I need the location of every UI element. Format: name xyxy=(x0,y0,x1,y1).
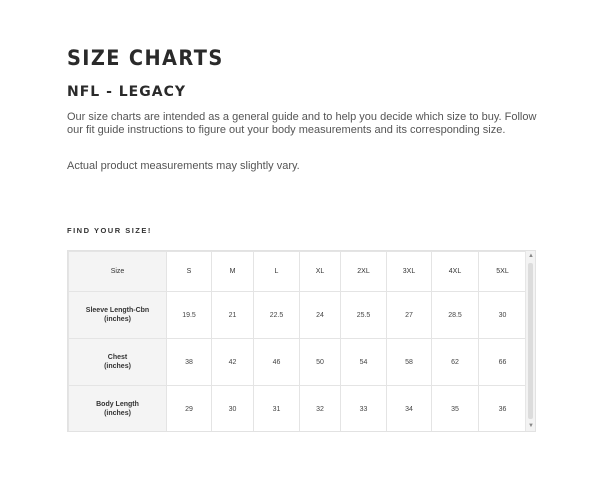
size-col-s: S xyxy=(167,252,212,292)
table-cell: 29 xyxy=(167,386,212,433)
size-col-5xl: 5XL xyxy=(479,252,527,292)
row-label xyxy=(69,292,167,339)
table-cell: 24 xyxy=(300,292,341,339)
table-cell: 21 xyxy=(212,292,254,339)
row-label xyxy=(69,339,167,386)
table-cell: 46 xyxy=(254,339,300,386)
row-label xyxy=(69,386,167,433)
measurement-note: Actual product measurements may slightly vary. xyxy=(67,160,300,172)
table-cell: 30 xyxy=(479,292,527,339)
find-your-size-label: FIND YOUR SIZE! xyxy=(67,226,152,235)
size-col-l: L xyxy=(254,252,300,292)
scroll-thumb[interactable] xyxy=(528,263,533,419)
row-label-line2: (inches) xyxy=(104,363,131,370)
table-scrollbar[interactable] xyxy=(525,251,535,431)
size-col-m: M xyxy=(212,252,254,292)
table-cell: 33 xyxy=(341,386,387,433)
table-cell: 42 xyxy=(212,339,254,386)
table-row-body-length xyxy=(69,386,527,433)
table-cell: 50 xyxy=(300,339,341,386)
table-cell: 34 xyxy=(387,386,432,433)
table-cell: 31 xyxy=(254,386,300,433)
size-header-row xyxy=(69,252,527,292)
size-col-4xl: 4XL xyxy=(432,252,479,292)
table-cell: 30 xyxy=(212,386,254,433)
table-cell: 66 xyxy=(479,339,527,386)
table-cell: 32 xyxy=(300,386,341,433)
table-cell: 27 xyxy=(387,292,432,339)
row-label-line1: Body Length xyxy=(96,401,139,408)
table-cell: 36 xyxy=(479,386,527,433)
row-label-line2: (inches) xyxy=(104,316,131,323)
page-title: SIZE CHARTS xyxy=(67,46,224,70)
table-row-chest xyxy=(69,339,527,386)
table-cell: 25.5 xyxy=(341,292,387,339)
table-cell: 38 xyxy=(167,339,212,386)
size-col-xl: XL xyxy=(300,252,341,292)
table-cell: 54 xyxy=(341,339,387,386)
table-cell: 19.5 xyxy=(167,292,212,339)
size-col-2xl: 2XL xyxy=(341,252,387,292)
scroll-down-icon[interactable]: ▼ xyxy=(528,423,534,429)
table-cell: 62 xyxy=(432,339,479,386)
size-table-container xyxy=(67,250,536,432)
table-cell: 35 xyxy=(432,386,479,433)
size-header-label: Size xyxy=(69,252,167,292)
size-table xyxy=(68,251,527,432)
table-cell: 58 xyxy=(387,339,432,386)
table-cell: 28.5 xyxy=(432,292,479,339)
table-row-sleeve-length xyxy=(69,292,527,339)
row-label-line1: Sleeve Length-Cbn xyxy=(85,307,150,314)
row-label-line1: Chest xyxy=(107,354,128,361)
scroll-up-icon[interactable]: ▲ xyxy=(528,253,534,259)
chart-subtitle: NFL - LEGACY xyxy=(67,84,186,100)
intro-text: Our size charts are intended as a general guide and to help you decide which size to buy. Follow our fit guide instructions to figure out your body measurements and its corresponding size. xyxy=(67,111,537,136)
size-col-3xl: 3XL xyxy=(387,252,432,292)
row-label-line2: (inches) xyxy=(104,410,131,417)
table-cell: 22.5 xyxy=(254,292,300,339)
